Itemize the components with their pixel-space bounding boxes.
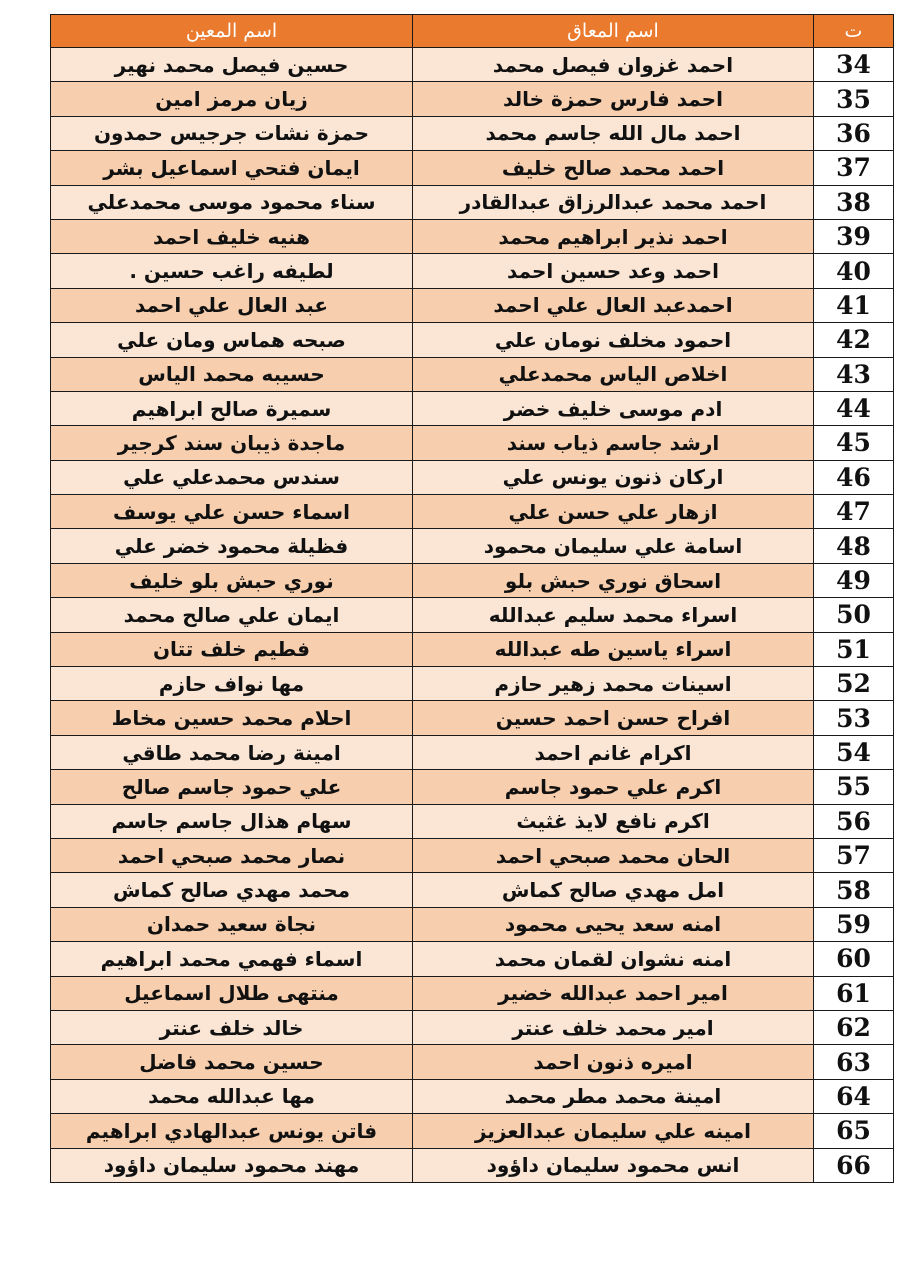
helper-name-cell: زيان مرمز امين (51, 82, 413, 116)
row-number: 60 (814, 942, 894, 976)
header-helper-name: اسم المعين (51, 15, 413, 48)
row-number: 41 (814, 288, 894, 322)
helper-name-cell: حسيبه محمد الياس (51, 357, 413, 391)
disabled-name-cell: احمد فارس حمزة خالد (413, 82, 814, 116)
row-number: 65 (814, 1114, 894, 1148)
disabled-name-cell: امير احمد عبدالله خضير (413, 976, 814, 1010)
row-number: 44 (814, 391, 894, 425)
table-row (51, 701, 894, 735)
table-row (51, 1045, 894, 1079)
row-number: 56 (814, 804, 894, 838)
helper-name-cell: منتهى طلال اسماعيل (51, 976, 413, 1010)
helper-name-cell: ايمان فتحي اسماعيل بشر (51, 151, 413, 185)
disabled-name-cell: احمد مال الله جاسم محمد (413, 116, 814, 150)
disabled-name-cell: اكرم علي حمود جاسم (413, 770, 814, 804)
row-number: 47 (814, 495, 894, 529)
row-number: 52 (814, 667, 894, 701)
table-row (51, 598, 894, 632)
table-row (51, 185, 894, 219)
row-number: 61 (814, 976, 894, 1010)
disabled-name-cell: امير محمد خلف عنتر (413, 1010, 814, 1044)
table-row (51, 1079, 894, 1113)
table-row (51, 426, 894, 460)
disabled-name-cell: ازهار علي حسن علي (413, 495, 814, 529)
row-number: 36 (814, 116, 894, 150)
disabled-name-cell: اميره ذنون احمد (413, 1045, 814, 1079)
table-row (51, 116, 894, 150)
helper-name-cell: نصار محمد صبحي احمد (51, 838, 413, 872)
helper-name-cell: ماجدة ذيبان سند كرجير (51, 426, 413, 460)
table-row (51, 770, 894, 804)
table-row (51, 667, 894, 701)
table-header-row (51, 15, 894, 48)
helper-name-cell: سميرة صالح ابراهيم (51, 391, 413, 425)
disabled-name-cell: اسراء ياسين طه عبدالله (413, 632, 814, 666)
disabled-name-cell: احمود مخلف نومان علي (413, 323, 814, 357)
disabled-name-cell: انس محمود سليمان داؤود (413, 1148, 814, 1182)
row-number: 37 (814, 151, 894, 185)
disabled-name-cell: امل مهدي صالح كماش (413, 873, 814, 907)
row-number: 49 (814, 563, 894, 597)
disabled-name-cell: ادم موسى خليف خضر (413, 391, 814, 425)
helper-name-cell: حسين فيصل محمد نهير (51, 48, 413, 82)
helper-name-cell: امينة رضا محمد طاقي (51, 735, 413, 769)
disabled-name-cell: اسراء محمد سليم عبدالله (413, 598, 814, 632)
disabled-name-cell: احمد محمد صالح خليف (413, 151, 814, 185)
table-row (51, 976, 894, 1010)
row-number: 64 (814, 1079, 894, 1113)
disabled-name-cell: احمدعبد العال علي احمد (413, 288, 814, 322)
table-row (51, 563, 894, 597)
helper-name-cell: اسماء حسن علي يوسف (51, 495, 413, 529)
row-number: 62 (814, 1010, 894, 1044)
row-number: 38 (814, 185, 894, 219)
helper-name-cell: فظيلة محمود خضر علي (51, 529, 413, 563)
helper-name-cell: مها عبدالله محمد (51, 1079, 413, 1113)
helper-name-cell: عبد العال علي احمد (51, 288, 413, 322)
helper-name-cell: علي حمود جاسم صالح (51, 770, 413, 804)
disabled-name-cell: افراح حسن احمد حسين (413, 701, 814, 735)
table-row (51, 460, 894, 494)
row-number: 58 (814, 873, 894, 907)
disabled-name-cell: اسحاق نوري حبش بلو (413, 563, 814, 597)
table-row (51, 632, 894, 666)
table-row (51, 323, 894, 357)
table-row (51, 219, 894, 253)
helper-name-cell: خالد خلف عنتر (51, 1010, 413, 1044)
table-row (51, 529, 894, 563)
disabled-name-cell: احمد وعد حسين احمد (413, 254, 814, 288)
helper-name-cell: فاتن يونس عبدالهادي ابراهيم (51, 1114, 413, 1148)
table-row (51, 838, 894, 872)
header-disabled-name: اسم المعاق (413, 15, 814, 48)
row-number: 42 (814, 323, 894, 357)
disabled-name-cell: اخلاص الياس محمدعلي (413, 357, 814, 391)
disabled-name-cell: اكرام غانم احمد (413, 735, 814, 769)
table-row (51, 1010, 894, 1044)
helper-name-cell: سندس محمدعلي علي (51, 460, 413, 494)
names-sheet (50, 14, 893, 1183)
table-row (51, 942, 894, 976)
table-row (51, 48, 894, 82)
row-number: 48 (814, 529, 894, 563)
row-number: 43 (814, 357, 894, 391)
names-table (50, 14, 894, 1183)
disabled-name-cell: احمد محمد عبدالرزاق عبدالقادر (413, 185, 814, 219)
table-row (51, 151, 894, 185)
helper-name-cell: نوري حبش بلو خليف (51, 563, 413, 597)
row-number: 57 (814, 838, 894, 872)
helper-name-cell: مها نواف حازم (51, 667, 413, 701)
disabled-name-cell: امينة محمد مطر محمد (413, 1079, 814, 1113)
table-row (51, 82, 894, 116)
disabled-name-cell: امنه سعد يحيى محمود (413, 907, 814, 941)
row-number: 39 (814, 219, 894, 253)
helper-name-cell: محمد مهدي صالح كماش (51, 873, 413, 907)
helper-name-cell: ايمان علي صالح محمد (51, 598, 413, 632)
row-number: 51 (814, 632, 894, 666)
helper-name-cell: نجاة سعيد حمدان (51, 907, 413, 941)
table-body (51, 48, 894, 1183)
disabled-name-cell: ارشد جاسم ذياب سند (413, 426, 814, 460)
row-number: 63 (814, 1045, 894, 1079)
disabled-name-cell: اكرم نافع لايذ غثيث (413, 804, 814, 838)
row-number: 50 (814, 598, 894, 632)
header-number: ت (814, 15, 894, 48)
row-number: 54 (814, 735, 894, 769)
helper-name-cell: مهند محمود سليمان داؤود (51, 1148, 413, 1182)
row-number: 55 (814, 770, 894, 804)
helper-name-cell: سناء محمود موسى محمدعلي (51, 185, 413, 219)
helper-name-cell: لطيفه راغب حسين . (51, 254, 413, 288)
disabled-name-cell: امينه علي سليمان عبدالعزيز (413, 1114, 814, 1148)
helper-name-cell: صبحه هماس ومان علي (51, 323, 413, 357)
disabled-name-cell: اركان ذنون يونس علي (413, 460, 814, 494)
table-row (51, 391, 894, 425)
helper-name-cell: هنيه خليف احمد (51, 219, 413, 253)
helper-name-cell: حمزة نشات جرجيس حمدون (51, 116, 413, 150)
row-number: 66 (814, 1148, 894, 1182)
table-row (51, 907, 894, 941)
row-number: 35 (814, 82, 894, 116)
helper-name-cell: سهام هذال جاسم جاسم (51, 804, 413, 838)
helper-name-cell: حسين محمد فاضل (51, 1045, 413, 1079)
row-number: 59 (814, 907, 894, 941)
table-row (51, 1148, 894, 1182)
row-number: 53 (814, 701, 894, 735)
helper-name-cell: اسماء فهمي محمد ابراهيم (51, 942, 413, 976)
helper-name-cell: احلام محمد حسين مخاط (51, 701, 413, 735)
disabled-name-cell: اسينات محمد زهير حازم (413, 667, 814, 701)
table-row (51, 357, 894, 391)
row-number: 40 (814, 254, 894, 288)
helper-name-cell: فطيم خلف تتان (51, 632, 413, 666)
table-row (51, 288, 894, 322)
row-number: 46 (814, 460, 894, 494)
disabled-name-cell: احمد غزوان فيصل محمد (413, 48, 814, 82)
table-row (51, 804, 894, 838)
table-row (51, 1114, 894, 1148)
row-number: 45 (814, 426, 894, 460)
table-row (51, 495, 894, 529)
disabled-name-cell: امنه نشوان لقمان محمد (413, 942, 814, 976)
disabled-name-cell: الحان محمد صبحي احمد (413, 838, 814, 872)
table-row (51, 873, 894, 907)
disabled-name-cell: اسامة علي سليمان محمود (413, 529, 814, 563)
table-row (51, 254, 894, 288)
table-row (51, 735, 894, 769)
row-number: 34 (814, 48, 894, 82)
disabled-name-cell: احمد نذير ابراهيم محمد (413, 219, 814, 253)
